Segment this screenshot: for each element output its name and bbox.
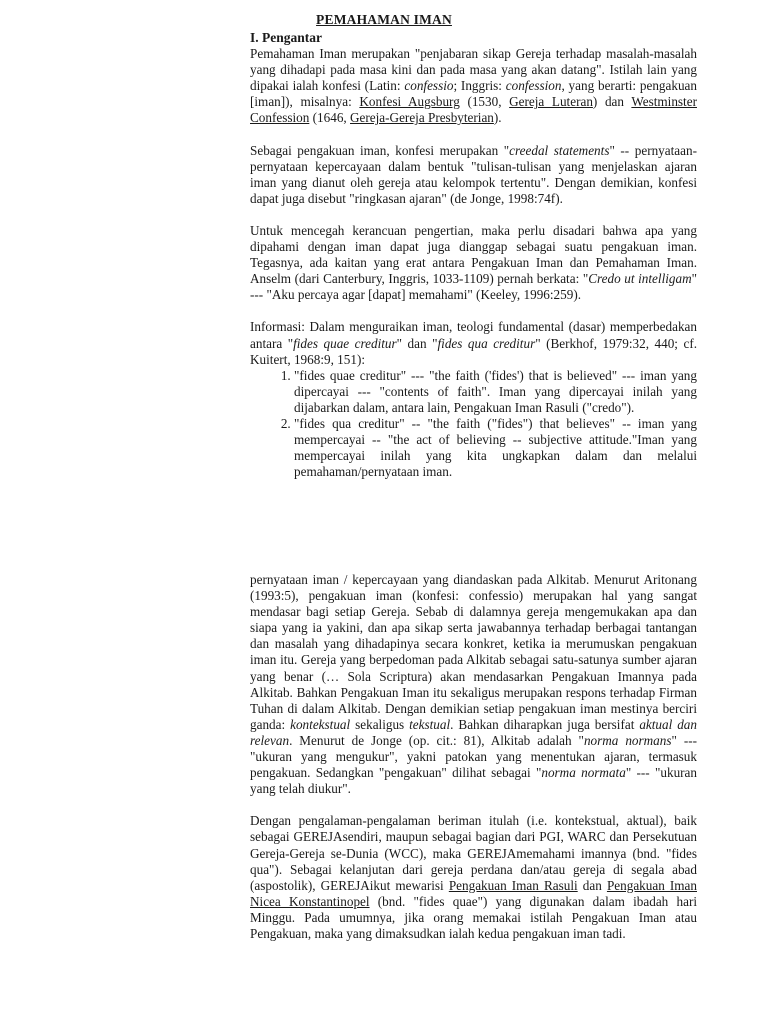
p3-text-c: " --- "Aku percaya agar [dapat] memahami" (Keeley, 1996:259). [250, 271, 697, 303]
p4-text-e: " (Berkhof, 1979:32, 440; cf. Kuitert, 1968:9, 151): [250, 335, 697, 367]
p4-text-c: " dan " [396, 335, 438, 351]
paragraph-pengantar-1 [250, 46, 697, 126]
p2-term-creedal: creedal statements [509, 142, 610, 158]
p4-text-a: Informasi: Dalam menguraikan iman, teologi fundamental (dasar) memperbedakan antara " [250, 319, 697, 351]
p1-text-e: , yang berarti: pengakuan [iman]), misalnya: [250, 78, 697, 110]
p1-term-confessio: confessio [404, 78, 454, 94]
document-title: PEMAHAMAN IMAN [316, 12, 452, 27]
p3-term-credo: Credo ut intelligam [588, 271, 692, 287]
p4-term-fides-qua: fides qua creditur [437, 335, 536, 351]
p1-text-m: ). [493, 110, 502, 126]
term-aktual-relevan: aktual dan relevan [250, 716, 697, 748]
p1-text-g: (1530, [459, 94, 510, 110]
paragraph-aritonang [250, 572, 697, 797]
paragraph-pengalaman [250, 813, 697, 942]
term-kontekstual: kontekstual [290, 716, 351, 732]
lp1-text-e: . Bahkan diharapkan juga bersifat [450, 716, 640, 732]
p1-text-i: ) dan [592, 94, 632, 110]
upper-text-block [250, 30, 697, 590]
section-heading: I. Pengantar [250, 30, 322, 45]
list-item: 1. "fides quae creditur" --- "the faith ('fides') that is believed" --- iman yang dipercayai --- "contents of faith". Iman yang dipercayai inilah yang dijabarkan dalam, antara lain, Pengakuan Iman Rasuli ("credo"). [294, 368, 697, 416]
link-pengakuan-iman-rasuli[interactable]: Pengakuan Iman Rasuli [448, 877, 578, 893]
p2-text-c: " -- pernyataan-pernyataan kepercayaan dalam bentuk "tulisan-tulisan yang menjelaskan ajaran iman yang dianut oleh gereja atau kelompok tertentu". Dengan demikian, konfesi dapat juga disebut "ringkasan ajaran" (de Jonge, 1998:74f). [250, 142, 697, 206]
lp1-text-k: " --- "ukuran yang telah diukur". [250, 765, 697, 797]
p2-text-a: Sebagai pengakuan iman, konfesi merupakan " [250, 142, 510, 158]
lp2-text-c: dan [577, 877, 607, 893]
lp2-text-a: Dengan pengalaman-pengalaman beriman itulah (i.e. kontekstual, aktual), baik sebagai GEREJAsendiri, maupun sebagai bagian dari PGI, WARC dan Persekutuan Gereja-Gereja se-Dunia (WCC), maka GEREJAmemahami imannya (bnd. "fides qua"). Sebagai kelanjutan dari gereja perdana dan/atau gereja di segala abad (aspostolik), GEREJAikut mewarisi [250, 813, 697, 893]
lp2-text-e: (bnd. "fides quae") yang digunakan dalam ibadah hari Minggu. Pada umumnya, jika orang memakai istilah Pengakuan Iman atau Pengakuan, maka yang dimaksudkan ialah kedua pengakuan iman tadi. [250, 893, 697, 941]
lp1-text-c: sekaligus [350, 716, 410, 732]
p1-text-a: Pemahaman Iman merupakan "penjabaran sikap Gereja terhadap masalah-masalah yang dihadapi pada masa kini dan pada masa yang akan datang". Istilah lain yang dipakai ialah konfesi (Latin: [250, 46, 697, 94]
paragraph-informasi [250, 319, 697, 367]
link-westminster-confession[interactable]: Westminster Confession [250, 94, 697, 126]
p3-text-a: Untuk mencegah kerancuan pengertian, maka perlu disadari bahwa apa yang dipahami dengan iman dapat juga dianggap sebagai suatu pengakuan iman. Tegasnya, ada kaitan yang erat antara Pengakuan Iman dan Pemahaman Iman. Anselm (dari Canterbury, Inggris, 1033-1109) pernah berkata: " [250, 222, 697, 287]
list-item: 2. "fides qua creditur" -- "the faith ("fides") that believes" -- iman yang mempercayai -- "the act of believing -- subjective attitude."Iman yang mempercayai inilah yang kita ungkapkan dalam dan melalui pemahaman/pernyataan iman. [294, 416, 697, 480]
fides-list [250, 368, 697, 481]
p1-term-confession: confession [505, 78, 562, 94]
link-gereja-presbyterian[interactable]: Gereja-Gereja Presbyterian [350, 110, 494, 126]
term-norma-normans: norma normans [583, 732, 672, 748]
p4-term-fides-quae: fides quae creditur [293, 335, 397, 351]
lp1-text-a: pernyataan iman / kepercayaan yang diandaskan pada Alkitab. Menurut Aritonang (1993:5), pengakuan iman (konfesi: confessio) merupakan hal yang sangat mendasar bagi setiap Gereja. Sebab di dalamnya gereja mengemukakan apa dan siapa yang ia yakini, dan apa sikap serta jawabannya terhadap berbagai tantangan dan masalah yang dihadapinya secara konkret, ketika ia merumuskan pengakuan iman itu. Gereja yang berpedoman pada Alkitab sebagai satu-satunya sumber ajaran yang benar (… Sola Scriptura) akan mendasarkan Pengakuan Imannya pada Alkitab. Bahkan Pengakuan Iman itu sekaligus merupakan respons terhadap Firman Tuhan di dalam Alkitab. Dengan demikian setiap pengakuan iman mestinya berciri ganda: [250, 572, 697, 732]
term-norma-normata: norma normata [541, 765, 626, 781]
paragraph-pengantar-3 [250, 223, 697, 303]
p1-text-c: ; Inggris: [453, 78, 506, 94]
link-gereja-luteran[interactable]: Gereja Luteran [509, 94, 593, 110]
paragraph-pengantar-2 [250, 143, 697, 207]
lp1-text-i: " --- "ukuran yang mengukur", yakni patokan yang menentukan ajaran, termasuk pengakuan. Sedangkan "pengakuan" dilihat sebagai " [250, 732, 697, 781]
lower-text-block [250, 572, 697, 1024]
link-konfesi-augsburg[interactable]: Konfesi Augsburg [359, 94, 460, 110]
link-pengakuan-iman-nicea[interactable]: Pengakuan Iman Nicea Konstantinopel [250, 877, 697, 909]
lp1-text-g: . Menurut de Jonge (op. cit.: 81), Alkitab adalah " [289, 732, 584, 748]
p1-text-k: (1646, [309, 110, 351, 126]
term-tekstual: tekstual [409, 716, 451, 732]
